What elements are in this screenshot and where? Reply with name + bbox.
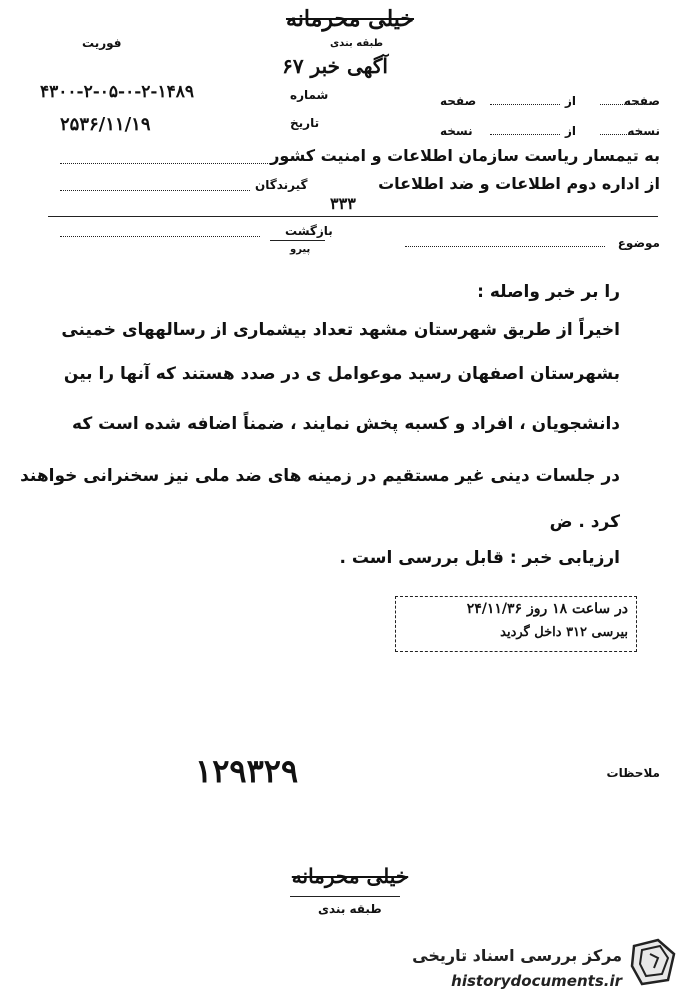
remarks-label: ملاحظات — [606, 766, 660, 780]
file-number: ۱۲۹۳۲۹ — [195, 752, 299, 790]
receipt-stamp — [395, 596, 637, 652]
from-label-2: از — [565, 124, 577, 138]
date-label: تاریخ — [290, 116, 320, 130]
body-line-5: در جلسات دینی غیر مستقیم در زمینه های ضد ملی نیز سخنرانی خواهند — [20, 466, 620, 486]
category-value: آگهی خبر ۶۷ — [282, 54, 388, 78]
sender-suffix: گیرندگان — [255, 178, 308, 192]
attach-label: پیرو — [290, 244, 311, 255]
number-label: شماره — [290, 88, 329, 102]
page-field — [600, 104, 655, 105]
sender-line: از اداره دوم اطلاعات و ضد اطلاعات — [378, 174, 660, 193]
from-label-1: از — [565, 94, 577, 108]
page-label-2: صفحه — [440, 94, 477, 108]
stamp-line-2: بیرسی ۳۱۲ داخل گردید — [500, 625, 628, 640]
copy-field — [600, 134, 655, 135]
body-line-4: دانشجویان ، افراد و کسبه پخش نمایند ، ضمناً اضافه شده است که — [72, 414, 620, 434]
sender-number: ۳۳۳ — [330, 194, 356, 213]
footer-underline — [290, 896, 400, 897]
date-value: ۲۵۳۶/۱۱/۱۹ — [60, 114, 151, 135]
classification-top: خیلی محرمانه — [285, 6, 415, 32]
from-field-1 — [490, 104, 560, 105]
body-line-6: کرد . ض — [549, 512, 620, 532]
reply-dots — [60, 236, 260, 237]
footer-category-label: طبقه بندی — [318, 902, 382, 916]
recipient-dots — [60, 163, 270, 164]
subject-label: موضوع — [617, 236, 660, 250]
reply-underline — [270, 240, 325, 241]
sender-dots — [60, 190, 250, 191]
body-line-3: بشهرستان اصفهان رسید موعوامل ی در صدد هستند که آنها را بین — [63, 364, 620, 384]
watermark-url: historydocuments.ir — [451, 972, 622, 990]
reply-label: بازگشت — [285, 224, 333, 238]
urgency-label: فوریت — [82, 36, 122, 50]
body-line-1: را بر خبر واصله : — [477, 282, 620, 302]
subject-dots — [405, 246, 605, 247]
body-line-2: اخیراً از طریق شهرستان مشهد تعداد بیشماری از رسالههای خمینی — [61, 320, 620, 340]
page-label: صفحه — [623, 94, 660, 108]
assessment-line: ارزیابی خبر : قابل بررسی است . — [339, 548, 620, 568]
copy-label-2: نسخه — [440, 124, 473, 138]
from-field-2 — [490, 134, 560, 135]
watermark-title: مرکز بررسی اسناد تاریخی — [412, 946, 622, 965]
category-label: طبقه بندی — [330, 38, 384, 49]
classification-bottom: خیلی محرمانه — [291, 864, 409, 888]
stamp-line-1: در ساعت ۱۸ روز ۲۴/۱۱/۳۶ — [466, 601, 628, 617]
recipient-line: به تیمسار ریاست سازمان اطلاعات و امنیت کشور — [270, 146, 660, 165]
header-divider — [48, 216, 658, 217]
copy-label: نسخه — [627, 124, 660, 138]
archive-logo-icon — [628, 936, 680, 988]
number-value: ۴۳۰۰-۲-۰۵-۰-۲-۱۴۸۹ — [40, 82, 194, 102]
